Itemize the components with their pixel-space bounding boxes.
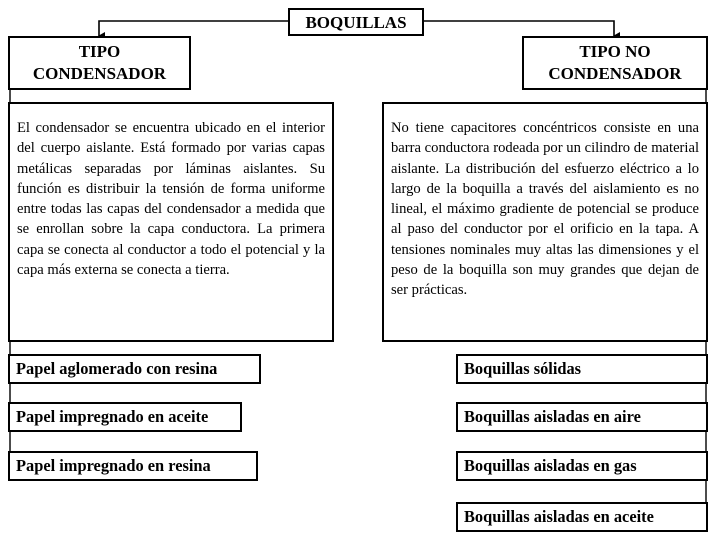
right-heading-box <box>522 36 708 90</box>
right-heading-line2: CONDENSADOR <box>548 64 682 83</box>
diagram-title: BOQUILLAS <box>305 12 407 32</box>
left-heading-box <box>8 36 191 90</box>
right-item-2 <box>456 402 708 432</box>
title-to-left-arrow <box>99 21 288 36</box>
right-description: No tiene capacitores concéntricos consiste en una barra conductora rodeada por un cilindro de material aislante. La distribución del esfuerzo eléctrico a lo largo de la boquilla a través del aislamiento es no lineal, el máximo gradiente de potencial se produce al paso del conductor por el orificio en la tapa. A tensiones nominales muy altas las dimensiones y el peso de la boquilla son muy grandes que dejan de ser prácticas. <box>391 120 699 299</box>
left-item-3-label: Papel impregnado en resina <box>16 456 211 475</box>
left-item-1-label: Papel aglomerado con resina <box>16 359 218 378</box>
right-item-4 <box>456 502 708 532</box>
right-item-3 <box>456 451 708 481</box>
right-heading-line1: TIPO NO <box>579 42 651 61</box>
left-item-2-label: Papel impregnado en aceite <box>16 407 209 426</box>
left-heading-line2: CONDENSADOR <box>32 64 167 83</box>
left-description: El condensador se encuentra ubicado en el interior del cuerpo aislante. Está formado por varias capas metálicas separadas por láminas aislantes. Su función es distribuir la tensión de forma uniforme entre todas las capas del condensador a medida que se enrollan sobre la capa conductora. La primera capa se conecta al conductor a todo el potencial y la capa más externa se conecta a tierra. <box>17 120 325 279</box>
right-item-3-label: Boquillas aisladas en gas <box>464 456 637 475</box>
right-item-2-label: Boquillas aisladas en aire <box>464 407 641 426</box>
left-item-3 <box>8 451 258 481</box>
right-item-4-label: Boquillas aisladas en aceite <box>464 507 654 526</box>
right-item-1-label: Boquillas sólidas <box>464 359 582 378</box>
left-item-2 <box>8 402 242 432</box>
right-description-box <box>382 102 708 342</box>
right-item-1 <box>456 354 708 384</box>
title-to-right-arrow <box>423 21 614 36</box>
title-box <box>288 8 424 36</box>
left-description-box <box>8 102 334 342</box>
left-item-1 <box>8 354 261 384</box>
left-heading-line1: TIPO <box>78 42 121 61</box>
